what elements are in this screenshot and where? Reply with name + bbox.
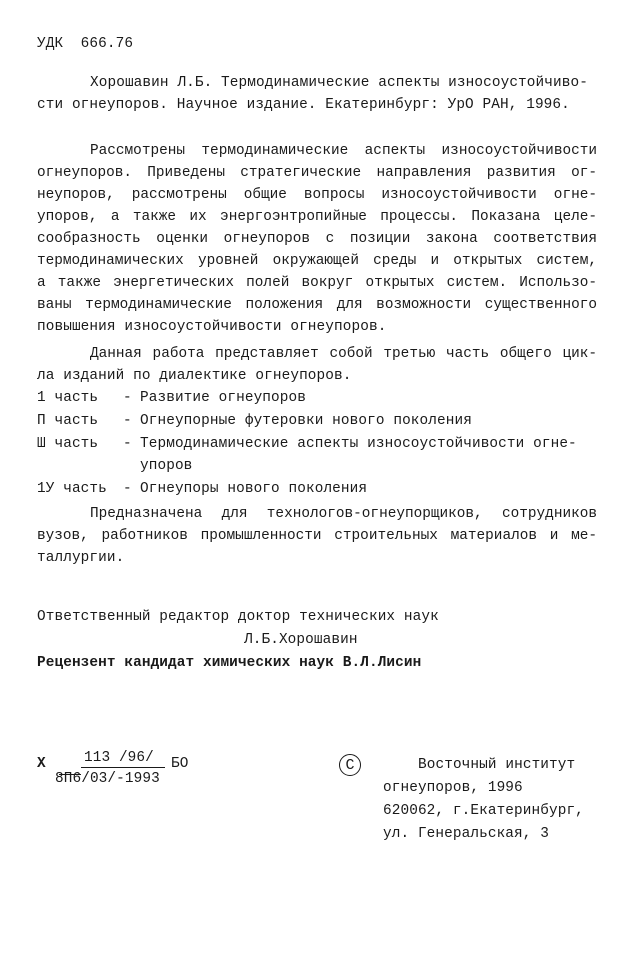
part-3-title-continuation: упоров <box>140 458 193 474</box>
abstract-line-4: упоров, а также их энергоэнтропийные процессы. Показана целе- <box>37 209 597 225</box>
audience-line-3: таллургии. <box>37 550 125 566</box>
abstract-line-3: неупоров, рассмотрены общие вопросы износоустойчивости огне- <box>37 187 597 203</box>
copyright-icon: C <box>339 754 361 776</box>
part-1-title: Развитие огнеупоров <box>140 390 306 406</box>
copyright-address-line-2: ул. Генеральская, 3 <box>383 826 549 842</box>
part-3-dash: - <box>123 436 132 452</box>
series-intro-line-1: Данная работа представляет собой третью часть общего цик- <box>90 346 597 362</box>
part-3-title: Термодинамические аспекты износоустойчивости огне- <box>140 436 577 452</box>
citation-line-2: сти огнеупоров. Научное издание. Екатеринбург: УрО РАН, 1996. <box>37 97 570 113</box>
editor-name: Л.Б.Хорошавин <box>244 632 358 648</box>
audience-line-1: Предназначена для технологов-огнеупорщиков, сотрудников <box>90 506 597 522</box>
part-2-title: Огнеупорные футеровки нового поколения <box>140 413 472 429</box>
abstract-line-5: сообразность оценки огнеупоров с позиции закона соответствия <box>37 231 597 247</box>
copyright-holder-line-1: Восточный институт <box>418 757 576 773</box>
editor-credit: Ответственный редактор доктор технических наук <box>37 609 439 625</box>
abstract-line-6: термодинамических уровней окружающей среды и открытых систем, <box>37 253 597 269</box>
index-suffix: БО <box>171 756 189 772</box>
part-1-dash: - <box>123 390 132 406</box>
abstract-line-8: ваны термодинамические положения для возможности существенного <box>37 297 597 313</box>
copyright-address-line-1: 620062, г.Екатеринбург, <box>383 803 584 819</box>
citation-line-1: Хорошавин Л.Б. Термодинамические аспекты износоустойчиво- <box>90 75 588 91</box>
part-3-number: Ш часть <box>37 436 99 452</box>
udk-code: УДК 666.76 <box>37 36 134 52</box>
abstract-line-7: а также энергетических полей вокруг открытых систем. Использо- <box>37 275 597 291</box>
part-2-dash: - <box>123 413 132 429</box>
index-fraction-line <box>81 767 165 768</box>
index-numerator: 113 /96/ <box>84 750 154 766</box>
index-denominator: 8П6/03/-1993 <box>55 771 160 787</box>
series-intro-line-2: ла изданий по диалектике огнеупоров. <box>37 368 352 384</box>
index-letter: Х <box>37 756 46 772</box>
part-4-title: Огнеупоры нового поколения <box>140 481 368 497</box>
part-2-number: П часть <box>37 413 99 429</box>
part-4-dash: - <box>123 481 132 497</box>
reviewer-credit: Рецензент кандидат химических наук В.Л.Лисин <box>37 655 422 671</box>
part-1-number: 1 часть <box>37 390 99 406</box>
abstract-line-1: Рассмотрены термодинамические аспекты износоустойчивости <box>90 143 597 159</box>
copyright-holder-line-2: огнеупоров, 1996 <box>383 780 523 796</box>
abstract-line-9: повышения износоустойчивости огнеупоров. <box>37 319 387 335</box>
abstract-line-2: огнеупоров. Приведены стратегические направления развития ог- <box>37 165 597 181</box>
audience-line-2: вузов, работников промышленности строительных материалов и ме- <box>37 528 597 544</box>
part-4-number: 1У часть <box>37 481 107 497</box>
